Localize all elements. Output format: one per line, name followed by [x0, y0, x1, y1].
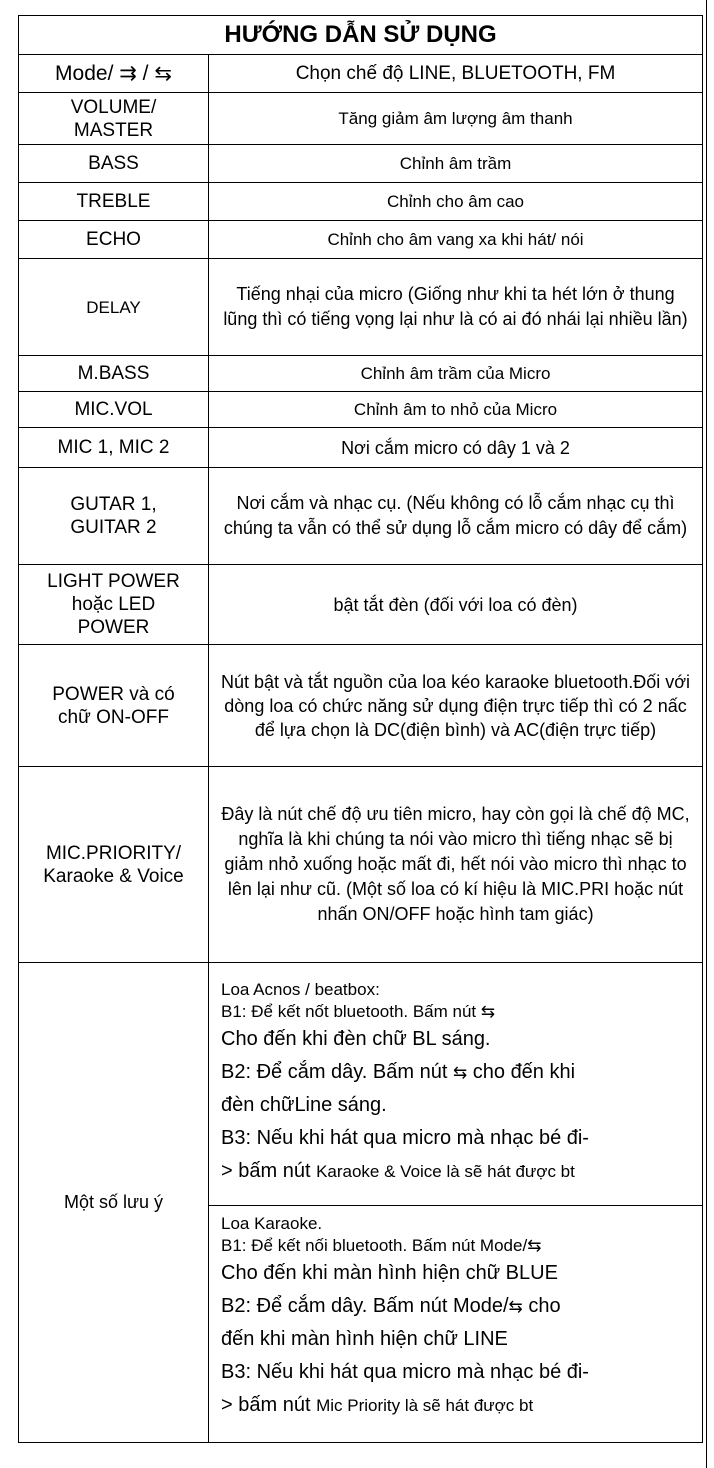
row-value: Chỉnh âm trầm	[209, 145, 703, 183]
row-key: DELAY	[19, 259, 209, 356]
row-key: MIC.VOL	[19, 392, 209, 428]
row-value: Tăng giảm âm lượng âm thanh	[209, 93, 703, 145]
acnos-b3-prefix: > bấm nút	[221, 1160, 317, 1182]
table-row	[19, 392, 703, 428]
row-key: MIC.PRIORITY/ Karaoke & Voice	[19, 767, 209, 963]
row-value: Chỉnh âm trầm của Micro	[209, 356, 703, 392]
acnos-heading: Loa Acnos / beatbox:	[221, 980, 380, 999]
right-border-rule	[706, 0, 707, 1468]
acnos-b3-suffix: Karaoke & Voice là sẽ hát được bt	[316, 1162, 575, 1181]
row-value: Chỉnh âm to nhỏ của Micro	[209, 392, 703, 428]
acnos-notes	[209, 979, 702, 1188]
table-row	[19, 259, 703, 356]
karaoke-step-1-line2: Cho đến khi màn hình hiện chữ BLUE	[221, 1262, 558, 1284]
karaoke-b3-suffix: Mic Priority là sẽ hát được bt	[316, 1396, 534, 1415]
notes-key: Một số lưu ý	[19, 963, 209, 1443]
table-row	[19, 468, 703, 565]
karaoke-heading: Loa Karaoke.	[221, 1214, 323, 1233]
karaoke-b2-text: B2: Để cắm dây. Bấm nút Mode/	[221, 1295, 509, 1317]
table-row	[19, 356, 703, 392]
table-row	[19, 565, 703, 645]
acnos-b1-text: B1: Để kết nốt bluetooth. Bấm nút	[221, 1002, 481, 1021]
acnos-step-1	[221, 1001, 702, 1023]
karaoke-b2-suffix: cho	[522, 1295, 561, 1317]
karaoke-step-2-line2: đến khi màn hình hiện chữ LINE	[221, 1328, 508, 1350]
page-title: HƯỚNG DẪN SỬ DỤNG	[19, 16, 703, 55]
arrows-swap-icon: ⇆	[480, 1002, 496, 1021]
table-row	[19, 55, 703, 93]
acnos-b2-suffix: cho đến khi	[467, 1061, 576, 1083]
table-row	[19, 767, 703, 963]
karaoke-notes	[209, 1213, 702, 1422]
row-key: LIGHT POWER hoặc LED POWER	[19, 565, 209, 645]
table-row	[19, 93, 703, 145]
karaoke-b3-prefix: > bấm nút	[221, 1394, 317, 1416]
row-key: BASS	[19, 145, 209, 183]
karaoke-step-3-line2	[221, 1389, 702, 1422]
table-row	[19, 145, 703, 183]
table-row	[19, 183, 703, 221]
row-key: M.BASS	[19, 356, 209, 392]
row-value: Chỉnh cho âm vang xa khi hát/ nói	[209, 221, 703, 259]
acnos-b2-text: B2: Để cắm dây. Bấm nút	[221, 1061, 453, 1083]
karaoke-step-2	[221, 1290, 702, 1323]
row-value: Chỉnh cho âm cao	[209, 183, 703, 221]
row-value: Nơi cắm micro có dây 1 và 2	[209, 428, 703, 468]
karaoke-b1-text: B1: Để kết nối bluetooth. Bấm nút Mode/	[221, 1236, 528, 1255]
karaoke-step-1	[221, 1235, 702, 1257]
notes-divider	[209, 1205, 702, 1206]
table-row	[19, 428, 703, 468]
table-row	[19, 221, 703, 259]
row-key: TREBLE	[19, 183, 209, 221]
acnos-step-2-line2: đèn chữLine sáng.	[221, 1094, 387, 1116]
notes-row	[19, 963, 703, 1443]
row-key: ECHO	[19, 221, 209, 259]
acnos-step-3-line2	[221, 1155, 702, 1188]
row-key: POWER và có chữ ON-OFF	[19, 645, 209, 767]
row-key: MIC 1, MIC 2	[19, 428, 209, 468]
notes-cell	[209, 963, 703, 1443]
arrows-swap-icon: ⇆	[527, 1236, 542, 1255]
row-key: GUTAR 1, GUITAR 2	[19, 468, 209, 565]
arrows-swap-icon: ⇆	[508, 1297, 523, 1316]
table-row	[19, 645, 703, 767]
row-key: VOLUME/ MASTER	[19, 93, 209, 145]
arrows-swap-icon: ⇆	[452, 1063, 468, 1082]
row-value: Tiếng nhại của micro (Giống như khi ta hét lớn ở thung lũng thì có tiếng vọng lại như là có ai đó nhái lại nhiều lần)	[209, 259, 703, 356]
row-value: Chọn chế độ LINE, BLUETOOTH, FM	[209, 55, 703, 93]
row-value: Nơi cắm và nhạc cụ. (Nếu không có lỗ cắm nhạc cụ thì chúng ta vẫn có thể sử dụng lỗ cắm micro có dây để cắm)	[209, 468, 703, 565]
row-value: Đây là nút chế độ ưu tiên micro, hay còn gọi là chế độ MC, nghĩa là khi chúng ta nói vào micro thì tiếng nhạc sẽ bị giảm nhỏ xuống hoặc mất đi, hết nói vào micro thì nhạc to lên lại như cũ. (Một số loa có kí hiệu là MIC.PRI hoặc nút nhấn ON/OFF hoặc hình tam giác)	[209, 767, 703, 963]
row-value: Nút bật và tắt nguồn của loa kéo karaoke bluetooth.Đối với dòng loa có chức năng sử dụng điện trực tiếp thì có 2 nấc để lựa chọn là DC(điện bình) và AC(điện trực tiếp)	[209, 645, 703, 767]
karaoke-step-3: B3: Nếu khi hát qua micro mà nhạc bé đi-	[221, 1361, 589, 1383]
row-key: Mode/ ⇉ / ⇆	[19, 55, 209, 93]
acnos-step-2	[221, 1056, 702, 1089]
instructions-table	[18, 15, 703, 1443]
acnos-step-1-line2: Cho đến khi đèn chữ BL sáng.	[221, 1028, 491, 1050]
acnos-step-3: B3: Nếu khi hát qua micro mà nhạc bé đi-	[221, 1127, 589, 1149]
row-value: bật tắt đèn (đối với loa có đèn)	[209, 565, 703, 645]
